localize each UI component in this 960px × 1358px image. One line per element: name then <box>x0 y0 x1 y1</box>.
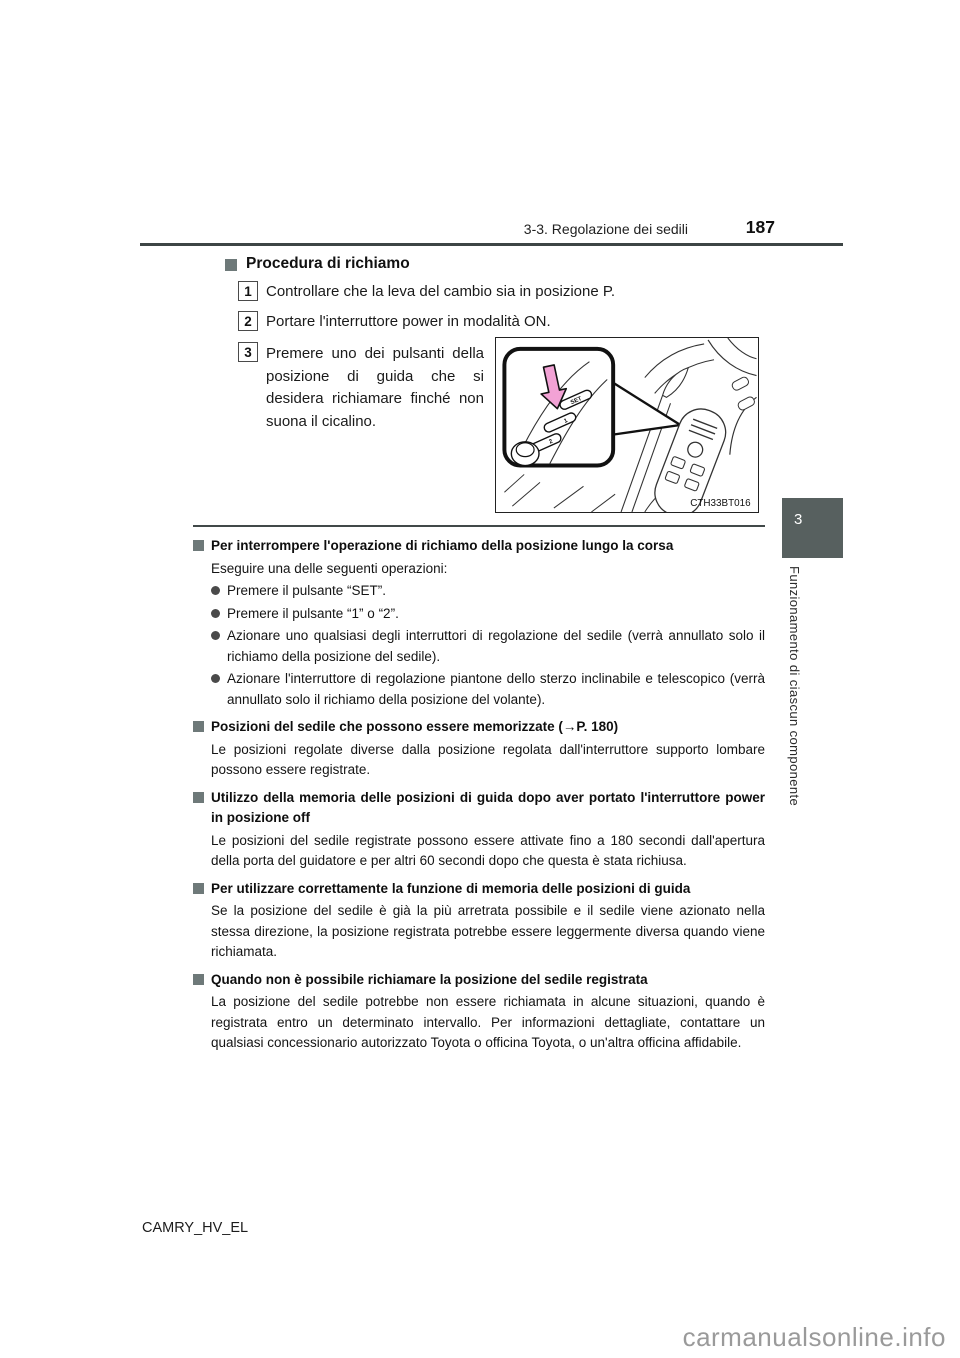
bullet-item: Azionare uno qualsiasi degli interruttori di regolazione del sedile (verrà annullato solo il richiamo della posizione del sedile). <box>211 626 765 667</box>
step-1-text: Controllare che la leva del cambio sia in posizione P. <box>266 283 616 300</box>
step-2 <box>238 311 551 332</box>
note-correct-use-memory <box>193 879 765 963</box>
step-3 <box>238 342 484 433</box>
note-memorizable-positions <box>193 717 765 781</box>
step-2-number: 2 <box>238 311 258 331</box>
set-button-label: SET <box>569 396 583 407</box>
bullet-item: Premere il pulsante “SET”. <box>211 581 765 602</box>
notes-separator <box>193 525 765 527</box>
step-3-number: 3 <box>238 342 258 362</box>
note-intro: Eseguire una delle seguenti operazioni: <box>211 560 448 576</box>
seat-memory-illustration <box>495 337 759 513</box>
note-interrupt-recall <box>193 536 765 710</box>
section-square-icon <box>225 259 237 271</box>
note-heading: Per interrompere l'operazione di richiamo della posizione lungo la corsa <box>211 538 674 553</box>
document-code: CAMRY_HV_EL <box>142 1220 249 1236</box>
seat-memory-illustration-svg <box>496 338 758 512</box>
header-rule <box>140 243 843 246</box>
bullet-item: Premere il pulsante “1” o “2”. <box>211 604 765 625</box>
watermark-text: carmanualsonline.info <box>682 1322 946 1352</box>
note-square-icon <box>193 540 204 551</box>
figure-code: CTH33BT016 <box>690 498 751 510</box>
step-1-number: 1 <box>238 281 258 301</box>
note-body: Le posizioni regolate diverse dalla posizione regolata dall'interruttore supporto lombare possono essere registrate. <box>211 741 765 777</box>
note-recall-not-possible <box>193 970 765 1054</box>
step-3-text: Premere uno dei pulsanti della posizione di guida che si desidera richiamare finché non suona il cicalino. <box>266 345 484 430</box>
note-body: Le posizioni del sedile registrate possono essere attivate fino a 180 secondi dall'apertura della porta del guidatore e per altri 60 secondi dopo che questa è stata richiusa. <box>211 832 765 868</box>
procedure-heading-label: Procedura di richiamo <box>246 255 410 272</box>
bullet-icon <box>211 631 220 640</box>
note-memory-after-power-off <box>193 788 765 872</box>
note-heading: Quando non è possibile richiamare la posizione del sedile registrata <box>211 971 648 987</box>
note-heading: Per utilizzare correttamente la funzione di memoria delle posizioni di guida <box>211 880 691 896</box>
section-title: 3-3. Regolazione dei sedili <box>523 221 688 237</box>
bullet-icon <box>211 586 220 595</box>
chapter-number: 3 <box>794 511 803 528</box>
note-square-icon <box>193 883 204 894</box>
note-heading: Utilizzo della memoria delle posizioni di guida dopo aver portato l'interruttore power in posizione off <box>211 789 765 825</box>
step-2-text: Portare l'interruttore power in modalità ON. <box>266 313 551 330</box>
note-square-icon <box>193 792 204 803</box>
chapter-title-vertical: Funzionamento di ciascun componente <box>787 566 802 807</box>
note-heading: Posizioni del sedile che possono essere memorizzate (→P. 180) <box>211 719 619 734</box>
note-square-icon <box>193 721 204 732</box>
note-square-icon <box>193 974 204 985</box>
note-body: La posizione del sedile potrebbe non essere richiamata in alcune situazioni, quando è registrata entro un determinato intervallo. Per informazioni dettagliate, contattare un qualsiasi concessionario autorizzato Toyota o officina Toyota, o un'altra officina affidabile. <box>211 994 765 1050</box>
procedure-heading <box>225 255 410 273</box>
bullet-icon <box>211 609 220 618</box>
bullet-icon <box>211 674 220 683</box>
notes-section <box>193 536 765 1061</box>
chapter-tab <box>782 498 843 558</box>
button-1-label: 1 <box>563 418 569 425</box>
bullet-item: Azionare l'interruttore di regolazione piantone dello sterzo inclinabile e telescopico (verrà annullato solo il richiamo della posizione del volante). <box>211 669 765 710</box>
button-2-label: 2 <box>548 438 554 446</box>
note-body: Se la posizione del sedile è già la più arretrata possibile e il sedile viene azionato nella stessa direzione, la posizione registrata potrebbe essere leggermente diversa quando viene richiamata. <box>211 903 765 959</box>
page-number: 187 <box>745 217 775 237</box>
step-1 <box>238 281 615 302</box>
